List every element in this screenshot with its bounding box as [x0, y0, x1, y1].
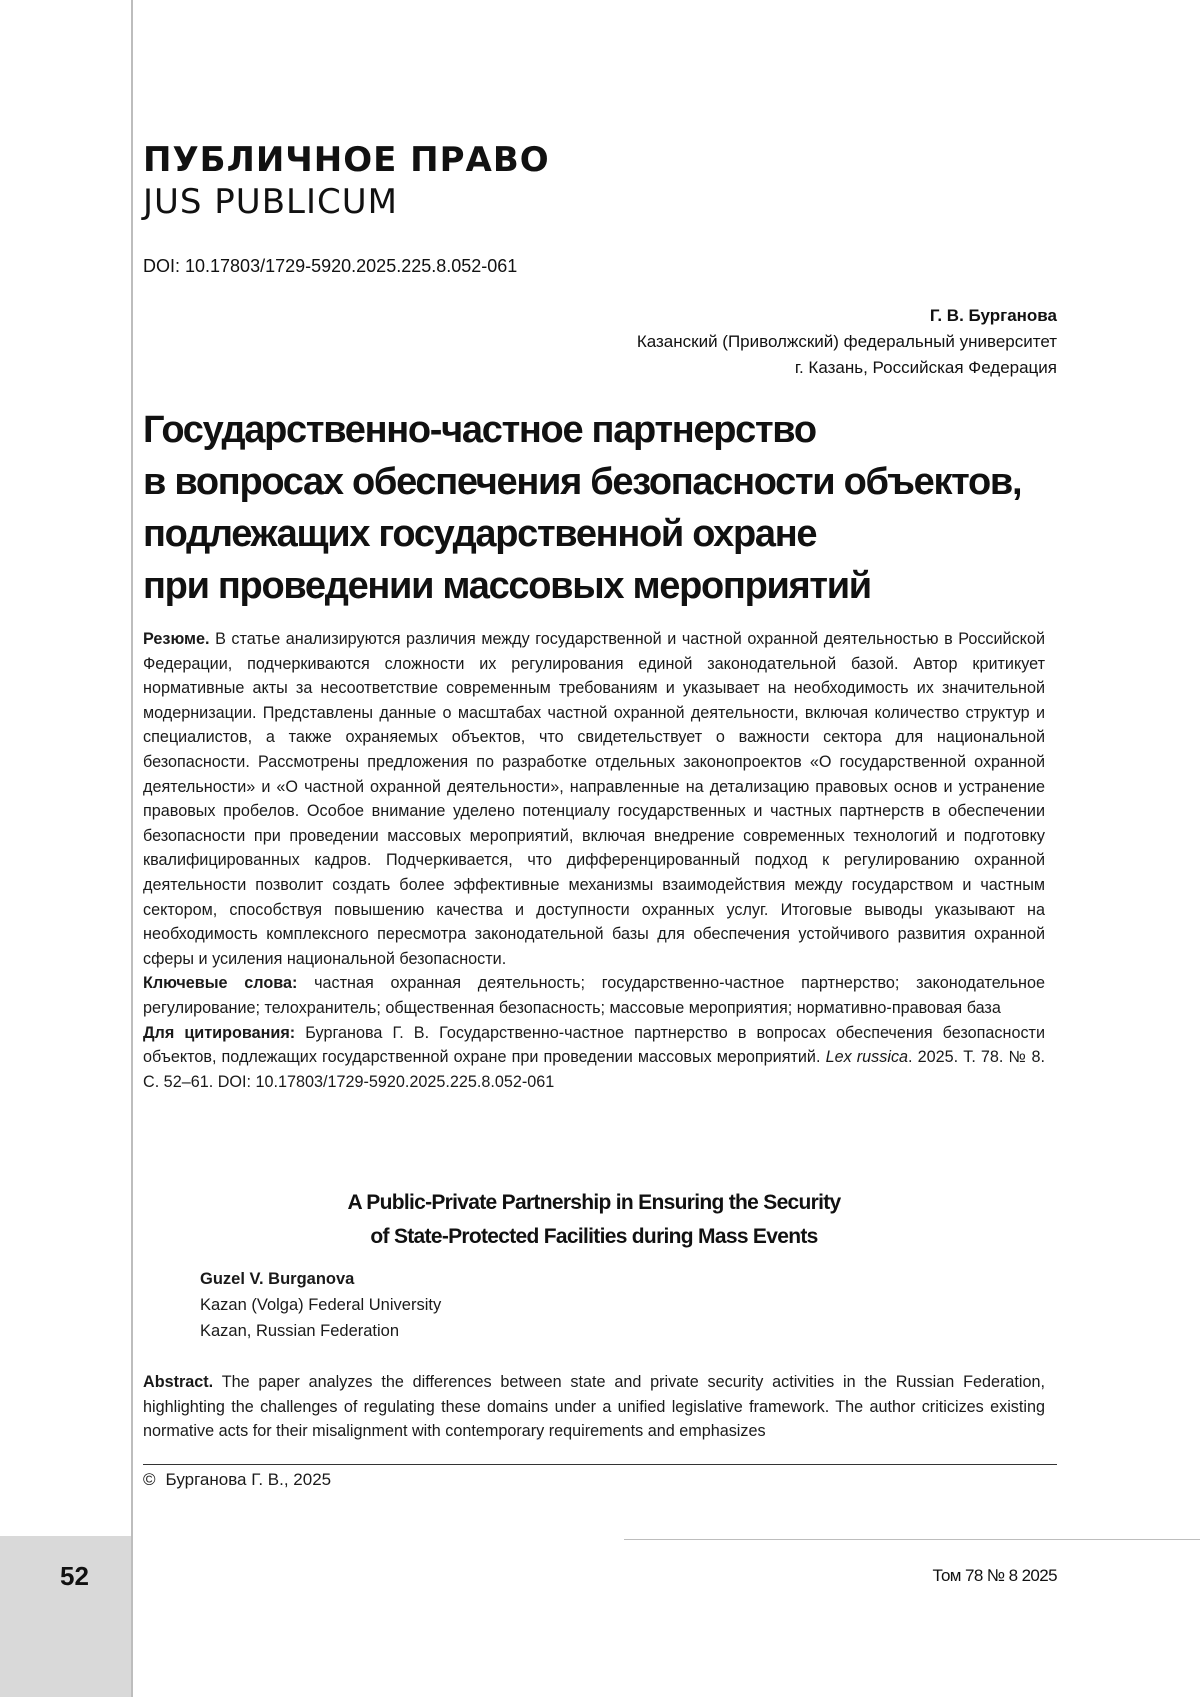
keywords-ru-label: Ключевые слова:: [143, 974, 298, 993]
author-affiliation-ru: Казанский (Приволжский) федеральный университет: [636, 332, 1057, 351]
title-ru-line: при проведении массовых мероприятий: [143, 565, 871, 607]
author-location-en: Kazan, Russian Federation: [200, 1322, 400, 1340]
copyright-text: Бурганова Г. В., 2025: [165, 1470, 332, 1489]
author-name-ru: Г. В. Бурганова: [929, 306, 1057, 325]
citation-ru-label: Для цитирования:: [143, 1023, 296, 1042]
citation-ru-journal: Lex russica: [825, 1048, 909, 1067]
abstract-ru-label: Резюме.: [143, 630, 210, 648]
keywords-ru-text: частная охранная деятельность; государственно-частное партнерство; законодательное регулирование; телохранитель; общественная безопасность; массовые мероприятия; нормативно-правовая база: [143, 974, 1045, 1017]
citation-ru-text: Бурганова Г. В. Государственно-частное партнерство в вопросах обеспечения безопасности объектов, подлежащих государственной охране при проведении массовых мероприятий.: [143, 1023, 1046, 1067]
section-title-latin: JUS PUBLICUM: [143, 182, 398, 222]
title-ru-line: Государственно-частное партнерство: [143, 409, 816, 451]
keywords-ru: [143, 971, 1045, 1020]
title-en-line: A Public-Private Partnership in Ensuring the Security: [347, 1191, 841, 1214]
abstract-en: [143, 1370, 1045, 1444]
abstract-en-label: Abstract.: [143, 1373, 214, 1391]
author-block-ru: [637, 303, 1057, 381]
citation-ru: [143, 1021, 1045, 1095]
footer-rule: [624, 1539, 1200, 1540]
abstract-en-text: The paper analyzes the differences between state and private security activities in the Russian Federation, highlighting the challenges of regulating these domains under a unified legislative framework. The author criticizes existing normative acts for their misalignment with contemporary requirements and emphasizes: [143, 1373, 1045, 1441]
copyright-symbol: ©: [143, 1470, 156, 1489]
title-ru-line: в вопросах обеспечения безопасности объектов,: [143, 461, 1022, 503]
copyright-line: [143, 1470, 331, 1490]
doi: DOI: 10.17803/1729-5920.2025.225.8.052-061: [143, 256, 518, 276]
author-name-en: Guzel V. Burganova: [200, 1270, 355, 1288]
section-title-ru: ПУБЛИЧНОЕ ПРАВО: [143, 140, 550, 180]
left-margin-rule: [131, 0, 133, 1697]
footnote-divider: [143, 1464, 1057, 1465]
issue-info: Том 78 № 8 2025: [932, 1566, 1057, 1585]
author-block-en: [200, 1266, 441, 1344]
abstract-ru-text: В статье анализируются различия между государственной и частной охранной деятельностью в Российской Федерации, подчеркиваются сложности их регулирования единой законодательной базой. Автор критикует нормативные акты за несоответствие современным требованиям и указывает на необходимость их значительной модернизации. Представлены данные о масштабах частной охранной деятельности, включая количество структур и специалистов, а также охраняемых объектов, что свидетельствует о важности сектора для национальной безопасности. Рассмотрены предложения по разработке отдельных законопроектов «О государственной охранной деятельности» и «О частной охранной деятельности», направленные на детализацию правовых основ и устранение правовых пробелов. Особое внимание уделено потенциалу государственных и частных партнерств в обеспечении безопасности при проведении массовых мероприятий, включая внедрение современных технологий и подготовку квалифицированных кадров. Подчеркивается, что дифференцированный подход к регулированию охранной деятельности позволит создать более эффективные механизмы взаимодействия между государством и частным сектором, способствуя повышению качества и доступности охранных услуг. Итоговые выводы указывают на необходимость комплексного пересмотра законодательной базы для обеспечения устойчивого развития охранной сферы и усиления национальной безопасности.: [143, 630, 1045, 968]
author-location-ru: г. Казань, Российская Федерация: [794, 358, 1057, 377]
page-number: 52: [60, 1561, 89, 1591]
abstract-ru: [143, 627, 1045, 971]
title-en-line: of State-Protected Facilities during Mass Events: [370, 1225, 818, 1248]
citation-ru-details: . 2025. Т. 78. № 8. С. 52–61. DOI: 10.17803/1729-5920.2025.225.8.052-061: [143, 1048, 1046, 1091]
abstract-block-ru: [143, 627, 1045, 1094]
article-title-en: [143, 1186, 1045, 1254]
author-affiliation-en: Kazan (Volga) Federal University: [200, 1296, 442, 1314]
article-title-ru: [143, 404, 1063, 612]
title-ru-line: подлежащих государственной охране: [143, 513, 817, 555]
